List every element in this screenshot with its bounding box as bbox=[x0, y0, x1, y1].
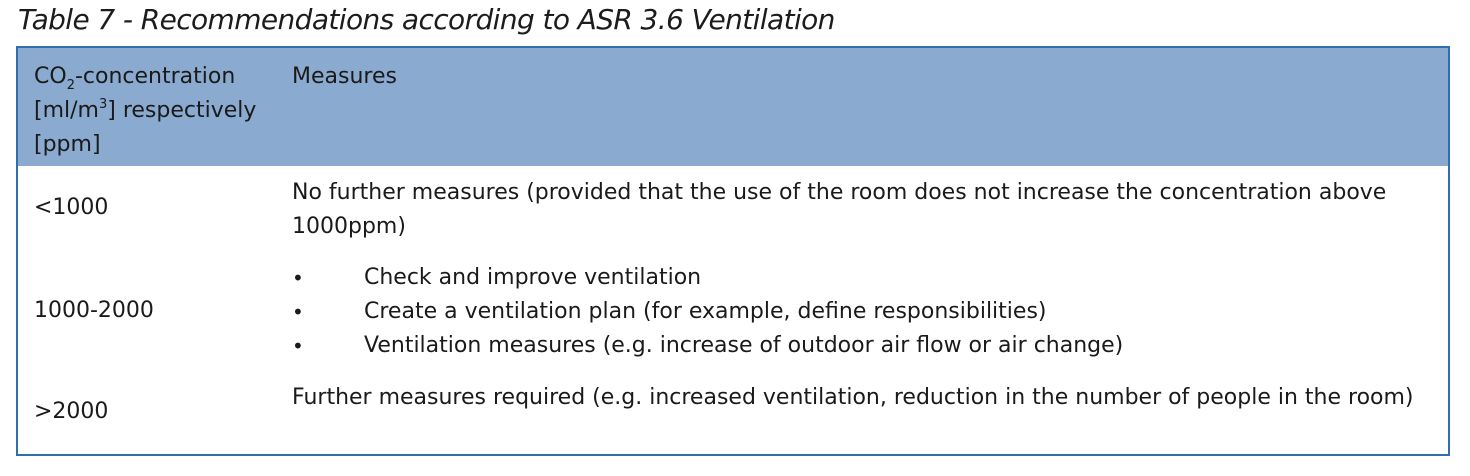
bullet-icon: • bbox=[292, 266, 304, 290]
header-co2-concentration bbox=[34, 60, 274, 162]
table-header-row bbox=[18, 48, 1448, 166]
table-row bbox=[18, 166, 1448, 252]
header-ppm-label: [ppm] bbox=[34, 132, 101, 157]
table-row bbox=[18, 370, 1448, 454]
bullet-icon: • bbox=[292, 334, 304, 358]
bullet-text: Ventilation measures (e.g. increase of outdoor air flow or air change) bbox=[364, 333, 1124, 358]
row-level-cell: 1000-2000 bbox=[34, 298, 154, 323]
row-measure-cell: No further measures (provided that the use of the room does not increase the concentration above 1000ppm) bbox=[292, 180, 1387, 239]
bullet-icon: • bbox=[292, 300, 304, 324]
header-co2-suffix: -concentration bbox=[74, 64, 236, 89]
header-co2-prefix: CO bbox=[34, 64, 67, 89]
recommendations-table bbox=[16, 46, 1450, 456]
header-measures: Measures bbox=[292, 64, 397, 89]
bullet-text: Check and improve ventilation bbox=[364, 265, 702, 290]
header-unit-superscript: 3 bbox=[98, 97, 108, 112]
row-level-cell: <1000 bbox=[34, 195, 109, 220]
header-unit-prefix: [ml/m bbox=[34, 98, 99, 123]
header-unit-suffix: ] respectively bbox=[107, 98, 257, 123]
table-caption: Table 7 - Recommendations according to ASR 3.6 Ventilation bbox=[18, 3, 835, 36]
header-co2-subscript: 2 bbox=[66, 78, 75, 93]
bullet-text: Create a ventilation plan (for example, define responsibilities) bbox=[364, 299, 1047, 324]
row-measure-cell: Further measures required (e.g. increased ventilation, reduction in the number of people in the room) bbox=[292, 385, 1414, 410]
row-level-cell: >2000 bbox=[34, 399, 109, 424]
table-row bbox=[18, 252, 1448, 370]
